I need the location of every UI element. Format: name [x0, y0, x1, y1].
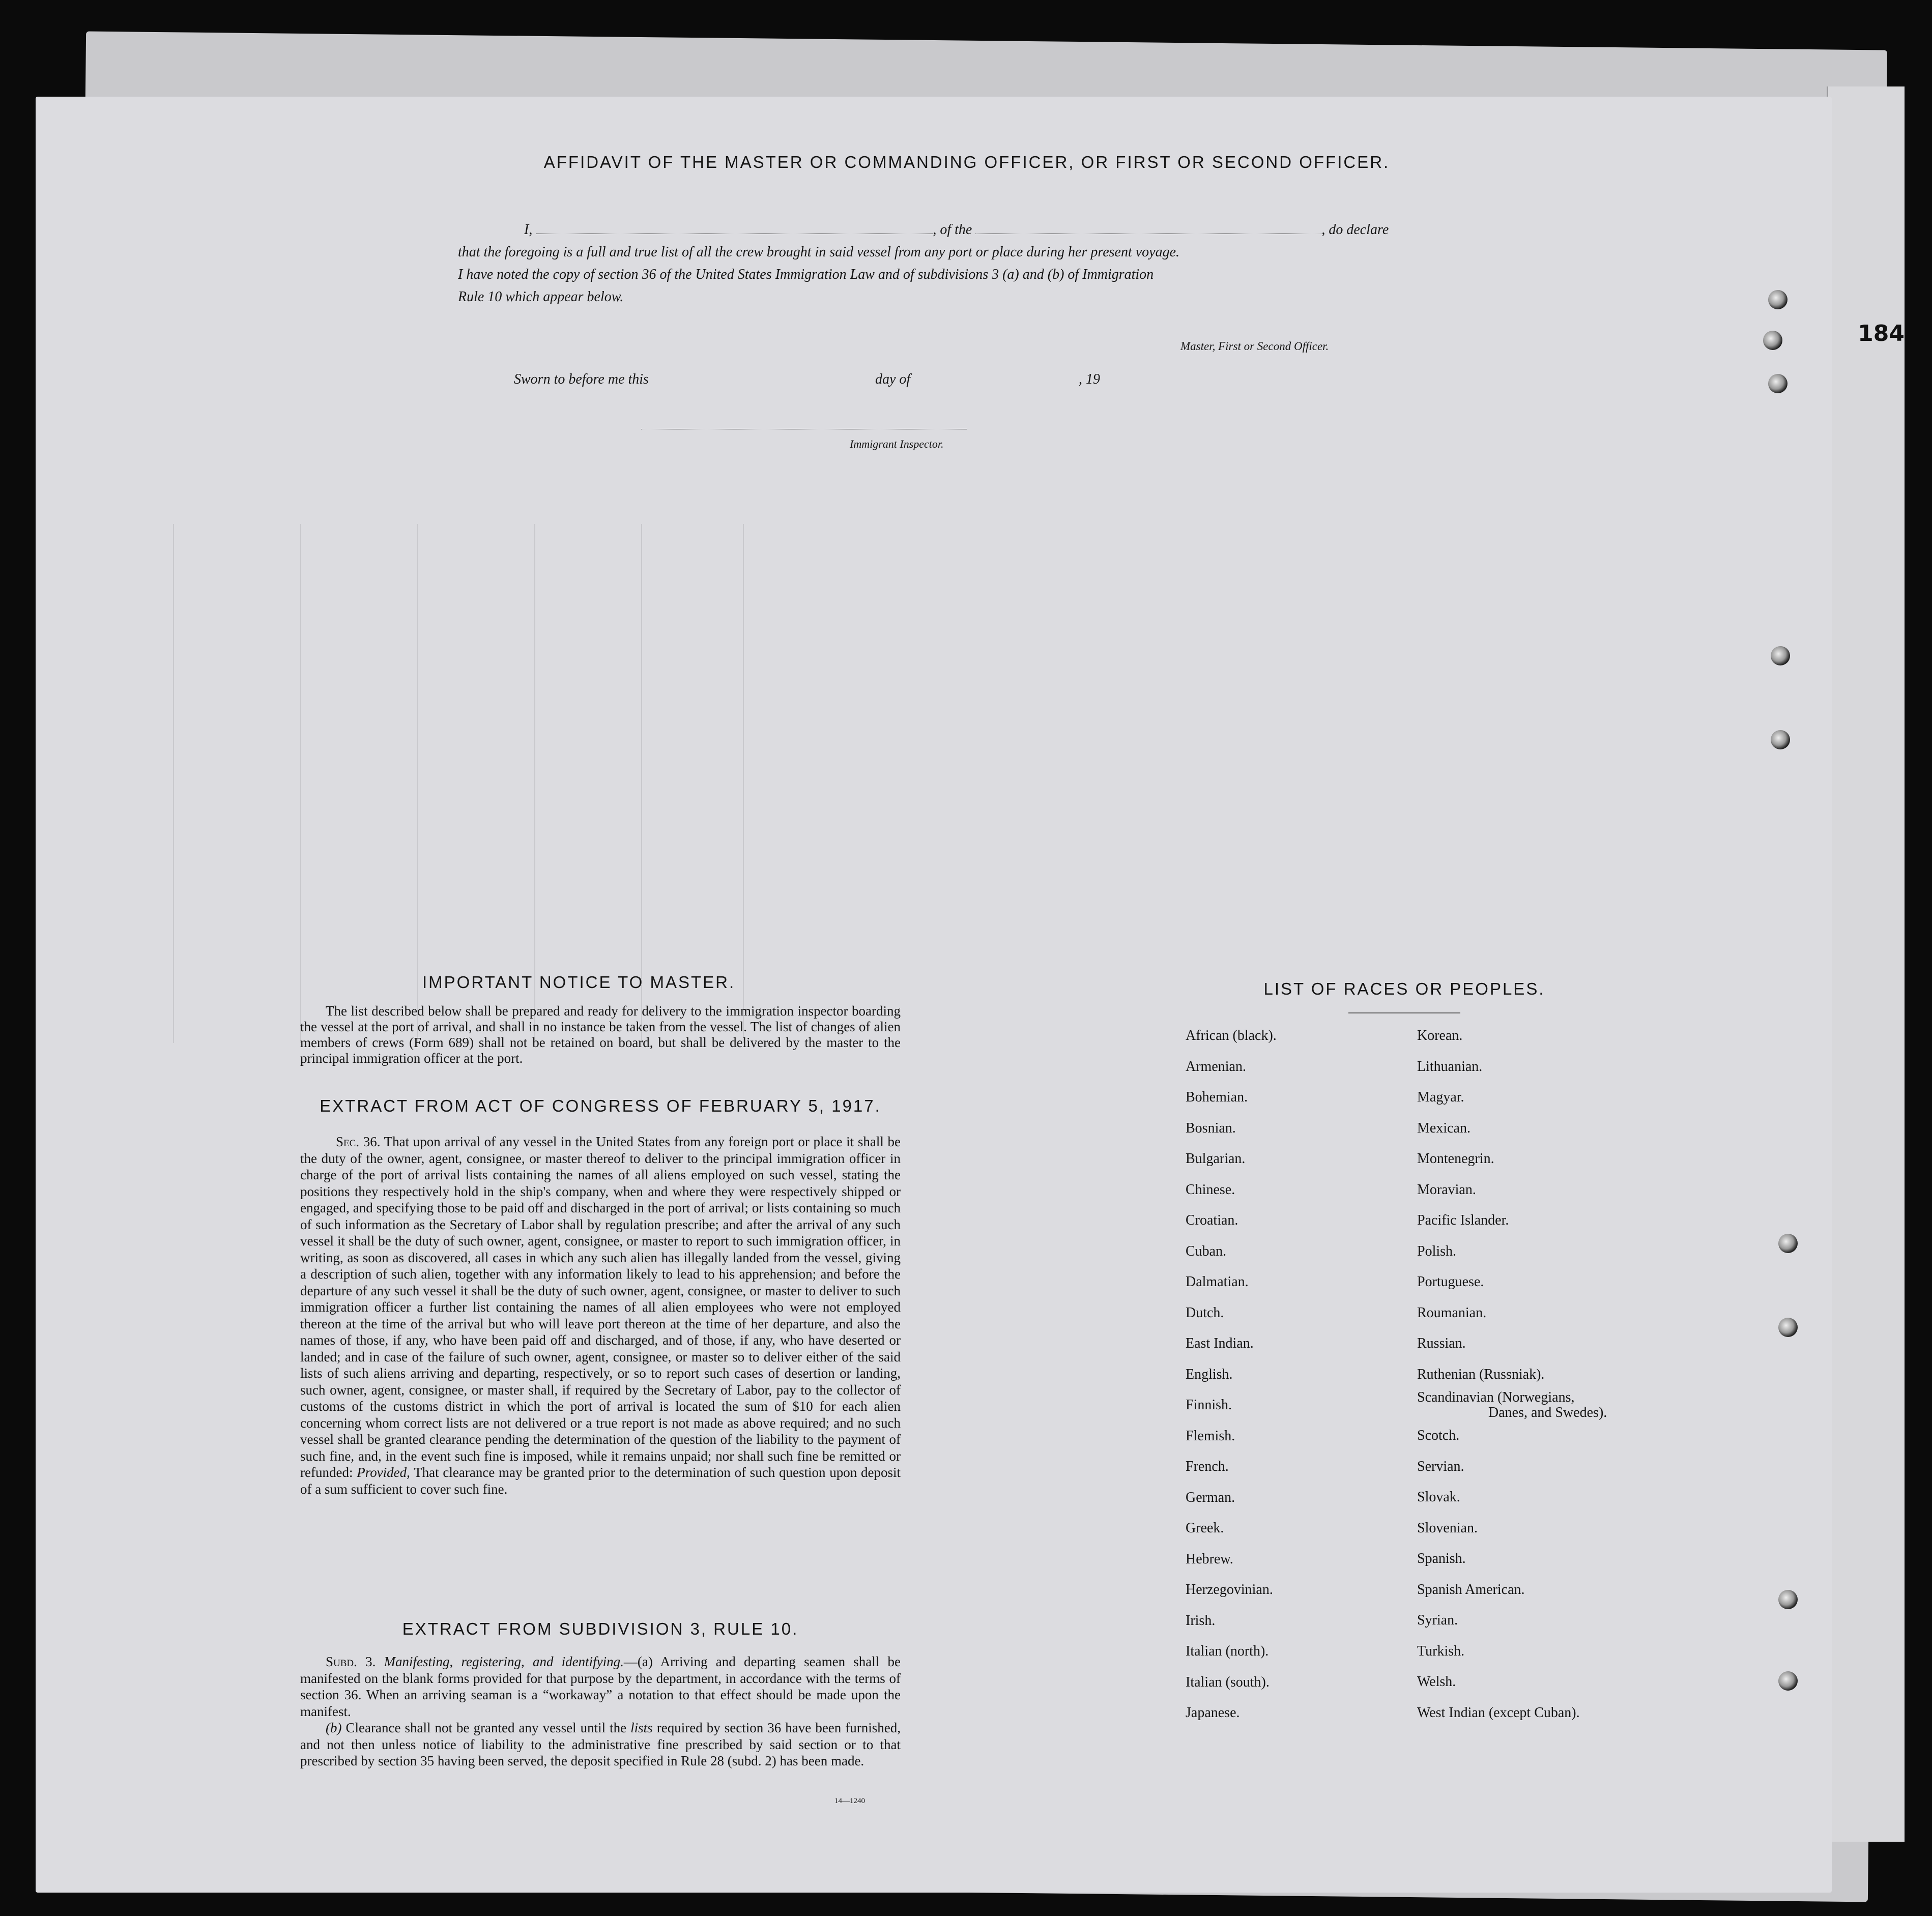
- form-number: 14—1240: [834, 1797, 865, 1805]
- list-item: Slovak.: [1417, 1489, 1460, 1505]
- list-item: Irish.: [1186, 1612, 1216, 1629]
- list-item: Moravian.: [1417, 1181, 1476, 1198]
- rule-title: EXTRACT FROM SUBDIVISION 3, RULE 10.: [402, 1619, 799, 1638]
- day-of-label: day of: [875, 371, 911, 387]
- races-title: LIST OF RACES OR PEOPLES.: [1263, 979, 1545, 998]
- affidavit-title: AFFIDAVIT OF THE MASTER OR COMMANDING OFFICER, OR FIRST OR SECOND OFFICER.: [543, 153, 1390, 171]
- binding-hole-icon: [1768, 374, 1787, 393]
- list-item: Dalmatian.: [1186, 1274, 1249, 1290]
- list-item: Finnish.: [1186, 1397, 1232, 1413]
- inspector-label: Immigrant Inspector.: [850, 438, 944, 450]
- list-item: Pacific Islander.: [1417, 1212, 1509, 1228]
- list-item: Syrian.: [1417, 1612, 1458, 1628]
- list-item: Mexican.: [1417, 1120, 1470, 1136]
- year-label: , 19: [1079, 371, 1100, 387]
- races-left-column: [1186, 1021, 1277, 1729]
- bleed-through-columns: [173, 524, 987, 1043]
- list-item: Bulgarian.: [1186, 1151, 1246, 1167]
- binding-hole-icon: [1778, 1671, 1798, 1691]
- list-item: West Indian (except Cuban).: [1417, 1704, 1580, 1721]
- list-item: Servian.: [1417, 1458, 1464, 1474]
- binding-hole-icon: [1778, 1234, 1798, 1253]
- binding-hole-icon: [1778, 1590, 1798, 1609]
- signature-label: Master, First or Second Officer.: [1180, 340, 1329, 353]
- list-item: Magyar.: [1417, 1089, 1464, 1105]
- list-item: Herzegovinian.: [1186, 1582, 1273, 1598]
- list-item: Turkish.: [1417, 1643, 1465, 1659]
- list-item: Armenian.: [1186, 1058, 1246, 1075]
- list-item: Spanish.: [1417, 1551, 1466, 1566]
- list-item: Greek.: [1186, 1520, 1224, 1536]
- list-item: Italian (south).: [1186, 1674, 1270, 1690]
- list-item: Montenegrin.: [1417, 1151, 1494, 1167]
- list-item: Hebrew.: [1186, 1551, 1233, 1567]
- list-item: Italian (north).: [1186, 1643, 1269, 1659]
- rule-body: Subd. 3. Manifesting, registering, and identifying.—(a) Arriving and departing seamen shall be manifested on the blank forms provided for that purpose by the department, in accordance with the terms of section 36. When an arriving seaman is a “workaway” a notation to that effect should be made upon the manifest. (b) Clearance shall not be granted any vessel until the lists required by section 36 have been furnished, and not then unless notice of liability to the administrative fine prescribed by said section or to that prescribed by section 35 having been served, the deposit specified in Rule 28 (subd. 2) has been made.: [300, 1654, 901, 1768]
- races-title-rule: [1348, 1012, 1460, 1013]
- list-item: Scandinavian (Norwegians,: [1417, 1389, 1575, 1405]
- list-item: Croatian.: [1186, 1212, 1238, 1228]
- section-label: Sec. 36.: [336, 1134, 381, 1149]
- list-item: Korean.: [1417, 1028, 1463, 1043]
- list-item: Lithuanian.: [1417, 1058, 1483, 1075]
- list-item: East Indian.: [1186, 1336, 1254, 1351]
- binding-hole-icon: [1778, 1318, 1798, 1337]
- underlying-page-edge: [1827, 86, 1905, 1842]
- list-item: Bosnian.: [1186, 1120, 1236, 1136]
- list-item: Flemish.: [1186, 1428, 1235, 1444]
- list-item: French.: [1186, 1459, 1229, 1474]
- binding-hole-icon: [1771, 730, 1790, 749]
- races-right-column: [1417, 1021, 1607, 1728]
- affidavit-line-1: I, , of the , do declare: [524, 222, 1389, 238]
- list-item: Slovenian.: [1417, 1520, 1478, 1536]
- list-item: English.: [1186, 1366, 1233, 1382]
- list-item: Portuguese.: [1417, 1274, 1484, 1290]
- affidavit-body: [458, 219, 1450, 308]
- officer-name-field[interactable]: [536, 223, 933, 234]
- binding-hole-icon: [1771, 646, 1790, 665]
- list-item: Scotch.: [1417, 1428, 1460, 1443]
- affidavit-line-3: I have noted the copy of section 36 of the United States Immigration Law and of subdivisions 3 (a) and (b) of Immigration: [458, 267, 1154, 282]
- list-item: Danes, and Swedes).: [1488, 1405, 1607, 1420]
- notice-title: IMPORTANT NOTICE TO MASTER.: [422, 973, 736, 992]
- list-item: Cuban.: [1186, 1243, 1227, 1259]
- list-item: Spanish American.: [1417, 1581, 1525, 1598]
- list-item: Chinese.: [1186, 1181, 1235, 1198]
- vessel-name-field[interactable]: [975, 223, 1321, 234]
- binding-hole-icon: [1763, 331, 1782, 350]
- list-item: Welsh.: [1417, 1674, 1456, 1690]
- notice-body: The list described below shall be prepared and ready for delivery to the immigration inspector boarding the vessel at the port of arrival, and shall in no instance be taken from the vessel. The list of changes of alien members of crews (Form 689) shall not be retained on board, but shall be delivered by the master to the principal immigration officer at the port.: [300, 1003, 901, 1066]
- list-item: Roumanian.: [1417, 1304, 1487, 1321]
- sworn-label: Sworn to before me this: [514, 371, 649, 387]
- list-item: Russian.: [1417, 1336, 1466, 1351]
- affidavit-line-4: Rule 10 which appear below.: [458, 289, 624, 305]
- list-item: Ruthenian (Russniak).: [1417, 1366, 1545, 1382]
- affidavit-line-2: that the foregoing is a full and true list of all the crew brought in said vessel from any port or place during her present voyage.: [458, 244, 1180, 260]
- list-item: Polish.: [1417, 1243, 1457, 1259]
- act-body: Sec. 36. That upon arrival of any vessel in the United States from any foreign port or place it shall be the duty of the owner, agent, consignee, or master thereof to deliver to the principal immigration officer in charge of the port of arrival lists containing the names of all aliens employed on such vessel, stating the positions they respectively hold in the ship's company, when and where they were respectively shipped or engaged, and specifying those to be paid off and discharged in the port of arrival; or lists containing so much of such information as the Secretary of Labor shall by regulation prescribe; and after the arrival of any such vessel it shall be the duty of such owner, agent, consignee, or master to report to such immigration officer, in writing, as soon as discovered, all cases in which any such alien has illegally landed from the vessel, giving a description of such alien, together with any information likely to lead to his apprehension; and before the departure of any such vessel it shall be the duty of such owner, agent, consignee, or master to deliver to such immigration officer a further list containing the names of all alien employees who were not employed thereon at the time of the arrival but who will leave port thereon at the time of her departure, and also the names of those, if any, who have been paid off and discharged, and of those, if any, who have deserted or landed; and in case of the failure of such owner, agent, consignee, or master so to deliver either of the said lists of such aliens arriving and departing, respectively, or so to report such cases of desertion or landing, such owner, agent, consignee, or master shall, if required by the Secretary of Labor, pay to the collector of customs of the customs district in which the port of arrival is located the sum of $10 for each alien concerning whom correct lists are not delivered or a true report is not made as above required; and no such vessel shall be granted clearance pending the determination of the question of the liability to the payment of such fine, and, in the event such fine is imposed, while it remains unpaid; nor shall such fine be remitted or refunded: Provided, That clearance may be granted prior to the determination of such question upon deposit of a sum sufficient to cover such fine.: [300, 1134, 901, 1497]
- list-item: African (black).: [1186, 1028, 1277, 1043]
- list-item: Dutch.: [1186, 1304, 1224, 1321]
- act-title: EXTRACT FROM ACT OF CONGRESS OF FEBRUARY 5, 1917.: [320, 1096, 881, 1115]
- list-item: Japanese.: [1186, 1705, 1240, 1721]
- binding-hole-icon: [1768, 290, 1787, 309]
- list-item: Bohemian.: [1186, 1089, 1248, 1105]
- page-number-stub: 184: [1858, 321, 1905, 346]
- list-item: German.: [1186, 1489, 1235, 1505]
